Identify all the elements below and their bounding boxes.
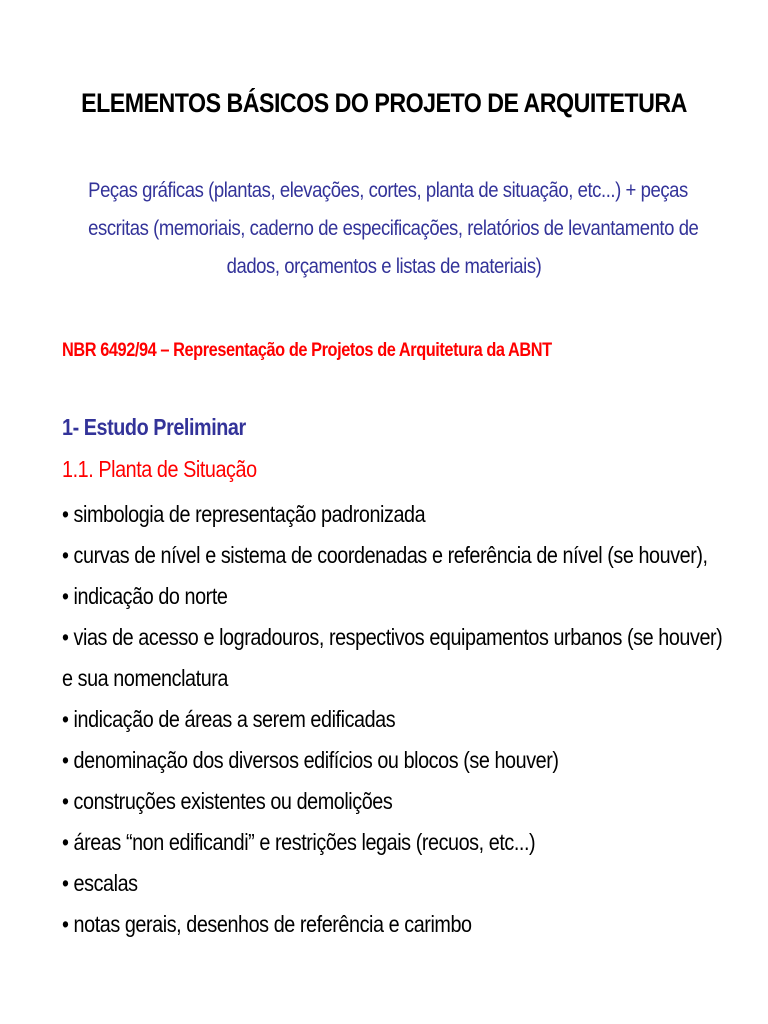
nbr-reference: NBR 6492/94 – Representação de Projetos de Arquitetura da ABNT [62, 340, 552, 361]
list-item: • construções existentes ou demolições [62, 788, 393, 814]
list-item-continuation: e sua nomenclatura [62, 665, 228, 691]
section-heading: 1- Estudo Preliminar [62, 414, 246, 440]
subsection-heading: 1.1. Planta de Situação [62, 456, 257, 482]
list-item: • indicação do norte [62, 583, 228, 609]
subtitle-line: Peças gráficas (plantas, elevações, cortes, planta de situação, etc...) + peças [88, 178, 688, 202]
list-item: • escalas [62, 870, 138, 896]
list-item: • áreas “non edificandi” e restrições legais (recuos, etc...) [62, 829, 536, 855]
requirements-list [62, 494, 723, 945]
subtitle-line: dados, orçamentos e listas de materiais) [226, 254, 542, 278]
page-title: ELEMENTOS BÁSICOS DO PROJETO DE ARQUITETURA [81, 88, 687, 118]
list-item: • curvas de nível e sistema de coordenadas e referência de nível (se houver), [62, 542, 708, 568]
list-item: • indicação de áreas a serem edificadas [62, 706, 396, 732]
list-item: • notas gerais, desenhos de referência e carimbo [62, 911, 472, 937]
list-item: • vias de acesso e logradouros, respectivos equipamentos urbanos (se houver) [62, 624, 723, 650]
subtitle-line: escritas (memoriais, caderno de especificações, relatórios de levantamento de [88, 216, 699, 240]
subtitle-paragraph [40, 174, 728, 288]
list-item: • simbologia de representação padronizada [62, 501, 426, 527]
list-item: • denominação dos diversos edifícios ou blocos (se houver) [62, 747, 559, 773]
